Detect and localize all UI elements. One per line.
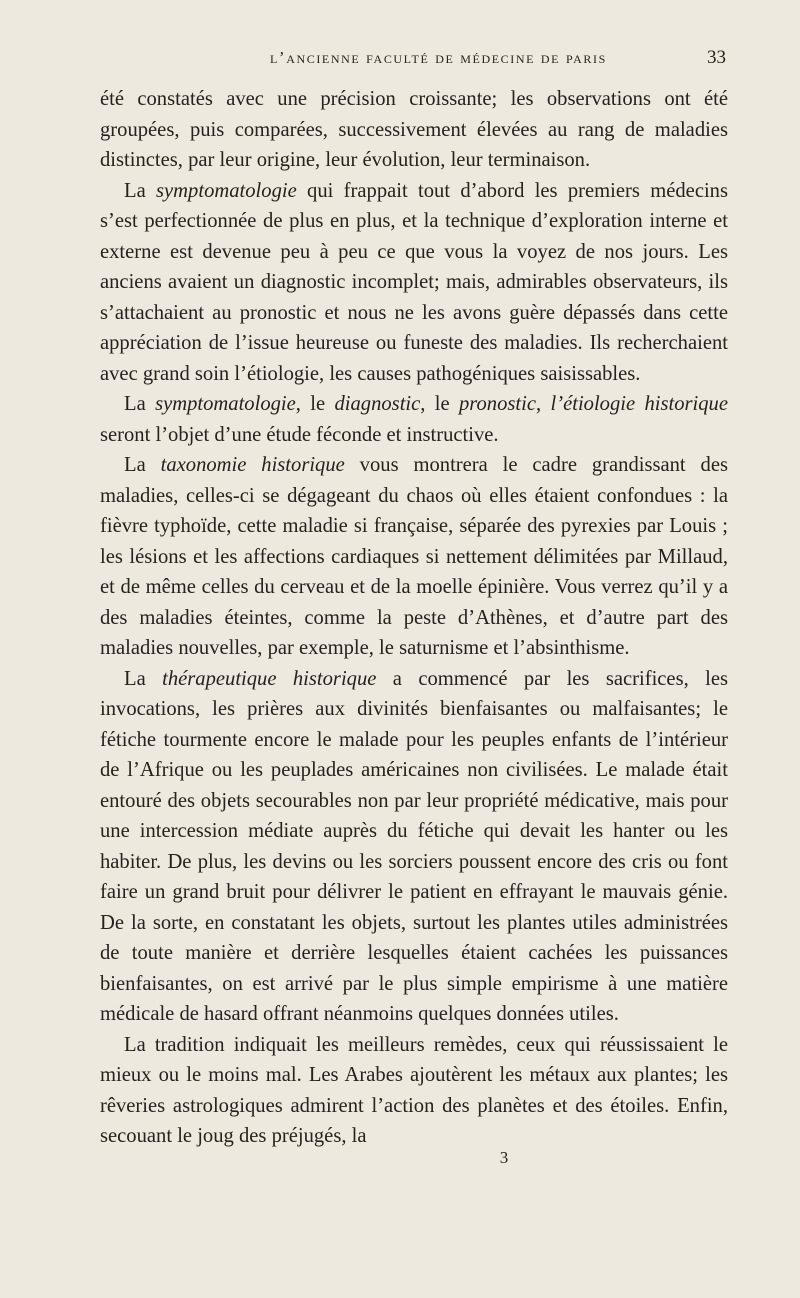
text-run: La tradition indiquait les meilleurs remèdes, ceux qui réussissaient le mieux ou le moins mal. Les Arabes ajoutèrent les métaux aux plantes; les rêveries astrologiques admirent l’action des planètes et des étoiles. Enfin, secouant le joug des préjugés, la xyxy=(100,1033,728,1147)
paragraph-p6 xyxy=(100,1030,728,1152)
text-run: , le xyxy=(295,393,335,415)
text-run: La xyxy=(124,454,161,476)
paragraph-p1 xyxy=(100,84,728,176)
text-run: , le xyxy=(420,393,459,415)
text-run: été constatés avec une précision croissante; les observations ont été groupées, puis comparées, successivement élevées au rang de maladies distinctes, par leur origine, leur évolution, leur terminaison. xyxy=(100,88,728,171)
body-text xyxy=(100,84,728,1152)
italic-term: thérapeutique historique xyxy=(162,667,377,690)
running-title: l’ancienne faculté de médecine de paris xyxy=(270,48,607,67)
text-run: a commencé par les sacrifices, les invocations, les prières aux divinités bienfaisantes ou malfaisantes; le fétiche tourmente encore le malade pour les peuples enfants de l’intérieur de l’Afrique ou les peuplades américaines non civilisées. Le malade était entouré des objets secourables non par leur propriété médicative, mais pour une intercession médiate auprès du fétiche qui devait les hanter ou les habiter. De plus, les devins ou les sorciers poussent encore des cris ou font faire un grand bruit pour délivrer le patient en effrayant le mauvais génie. De la sorte, en constatant les objets, surtout les plantes utiles administrées de toute manière et derrière lesquelles étaient cachées les puissances bienfaisantes, on est arrivé par le plus simple empirisme à une matière médicale de hasard offrant néanmoins quelques données utiles. xyxy=(100,667,728,1025)
paragraph-p4 xyxy=(100,450,728,664)
paragraph-p3 xyxy=(100,389,728,450)
paragraph-p5 xyxy=(100,664,728,1030)
paragraph-p2 xyxy=(100,176,728,390)
text-run: vous montrera le cadre grandissant des maladies, celles-ci se dégageant du chaos où elles étaient confondues : la fièvre typhoïde, cette maladie si française, séparée des pyrexies par Louis ; les lésions et les affections cardiaques si nettement délimitées par Millaud, et de même celles du cerveau et de la moelle épinière. Vous verrez qu’il y a des maladies éteintes, comme la peste d’Athènes, et d’autre part des maladies nouvelles, par exemple, le saturnisme et l’absinthisme. xyxy=(100,454,728,659)
page-header xyxy=(100,0,728,84)
italic-term: taxonomie historique xyxy=(160,454,345,476)
page-number: 33 xyxy=(707,47,726,68)
italic-term: symptomatologie xyxy=(155,393,296,415)
signature-mark: 3 xyxy=(499,1147,509,1167)
text-run: La xyxy=(124,179,157,202)
italic-term: symptomatologie xyxy=(156,179,297,202)
text-run: seront l’objet d’une étude féconde et instructive. xyxy=(100,423,499,446)
text-run: La xyxy=(124,393,156,415)
italic-term: l’étiologie historique xyxy=(550,393,728,415)
italic-term: diagnostic xyxy=(334,393,421,415)
text-run: qui frappait tout d’abord les premiers médecins s’est perfectionnée de plus en plus, et la technique d’exploration interne et externe est devenue peu à peu ce que vous la voyez de nos jours. Les anciens avaient un diagnostic incomplet; mais, admirables observateurs, ils s’attachaient au pronostic et nous ne les avons guère dépassés dans cette appréciation de l’issue heureuse ou funeste des maladies. Ils recherchaient avec grand soin l’étiologie, les causes pathogéniques saisissables. xyxy=(100,179,728,385)
text-run: La xyxy=(124,667,163,690)
text-run: , xyxy=(536,393,551,415)
italic-term: pronostic xyxy=(458,393,537,415)
